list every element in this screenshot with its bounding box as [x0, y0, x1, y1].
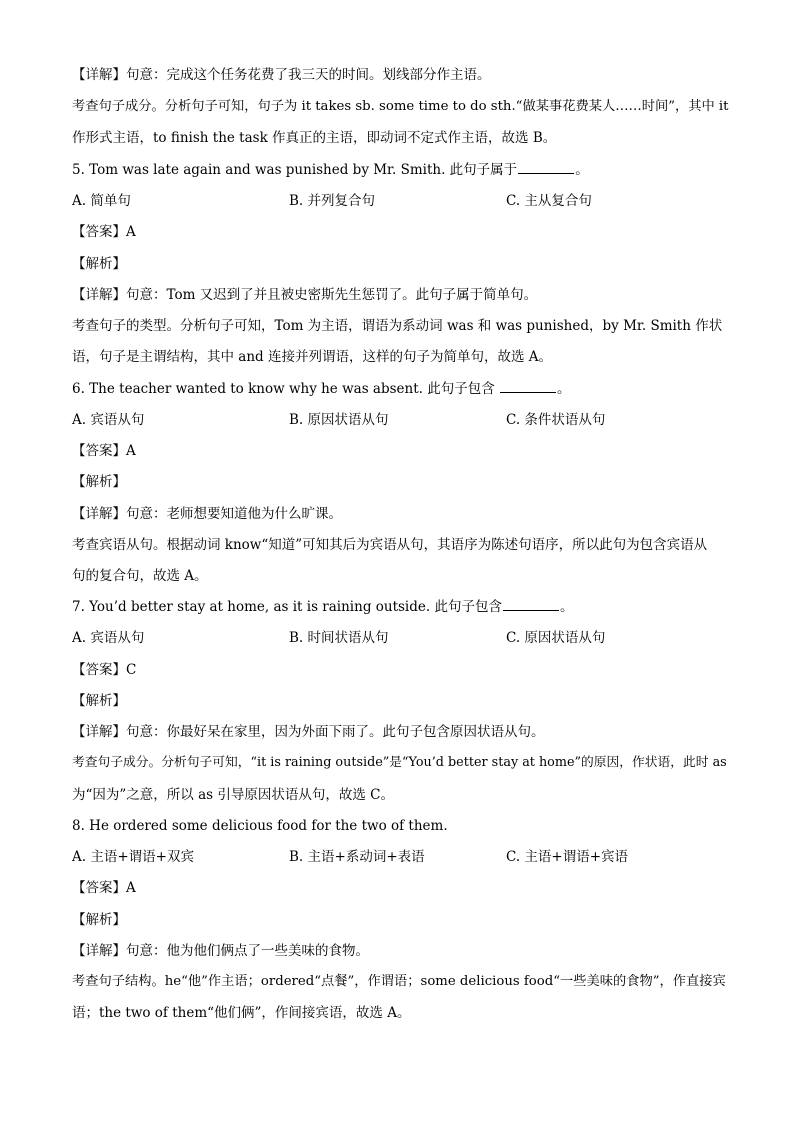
answer-blank [518, 161, 574, 174]
option-a: A. 宾语从句 [72, 630, 145, 646]
option-b: B. 原因状语从句 [289, 412, 389, 428]
option-a: A. 主语+谓语+双宾 [72, 849, 194, 865]
question-text: 6. The teacher wanted to know why he was absent. 此句子包含 [72, 381, 500, 397]
option-c: C. 原因状语从句 [506, 630, 606, 646]
explanation-line: 【详解】句意：Tom 又迟到了并且被史密斯先生惩罚了。此句子属于简单句。 [72, 287, 538, 303]
question-text: 7. You’d better stay at home, as it is raining outside. 此句子包含 [72, 599, 502, 615]
option-c: C. 主从复合句 [506, 193, 592, 209]
explanation-line: 【详解】句意：完成这个任务花费了我三天的时间。划线部分作主语。 [72, 67, 491, 83]
analysis-heading: 【解析】 [72, 256, 126, 272]
analysis-line: 为“因为”之意，所以 as 引导原因状语从句，故选 C。 [72, 787, 394, 803]
answer-line: 【答案】A [72, 443, 136, 459]
question-end: 。 [575, 162, 589, 178]
option-b: B. 时间状语从句 [289, 630, 389, 646]
analysis-line: 考查句子结构。he“他”作主语；ordered“点餐”，作谓语；some delicious food“一些美味的食物”，作直接宾 [72, 974, 726, 989]
question-7 [72, 598, 732, 616]
answer-line: 【答案】A [72, 224, 136, 240]
question-6 [72, 380, 732, 398]
explanation-line: 【详解】句意：老师想要知道他为什么旷课。 [72, 506, 342, 522]
analysis-line: 句的复合句，故选 A。 [72, 568, 208, 584]
option-a: A. 宾语从句 [72, 412, 145, 428]
explanation-line: 【详解】句意：他为他们俩点了一些美味的食物。 [72, 943, 369, 959]
question-8: 8. He ordered some delicious food for the two of them. [72, 818, 448, 834]
answer-blank [500, 380, 556, 393]
analysis-line: 考查句子的类型。分析句子可知，Tom 为主语，谓语为系动词 was 和 was punished，by Mr. Smith 作状 [72, 318, 723, 334]
answer-line: 【答案】C [72, 662, 137, 678]
question-text: 5. Tom was late again and was punished by Mr. Smith. 此句子属于 [72, 162, 518, 178]
answer-line: 【答案】A [72, 880, 136, 896]
question-5 [72, 161, 732, 179]
analysis-line: 作形式主语，to finish the task 作真正的主语，即动词不定式作主语，故选 B。 [72, 130, 557, 146]
analysis-line: 考查句子成分。分析句子可知，句子为 it takes sb. some time to do sth.“做某事花费某人……时间”，其中 it [72, 99, 729, 114]
option-c: C. 主语+谓语+宾语 [506, 849, 629, 865]
analysis-heading: 【解析】 [72, 474, 126, 490]
analysis-line: 语；the two of them“他们俩”，作间接宾语，故选 A。 [72, 1005, 411, 1021]
analysis-heading: 【解析】 [72, 912, 126, 928]
explanation-line: 【详解】句意：你最好呆在家里，因为外面下雨了。此句子包含原因状语从句。 [72, 724, 545, 740]
option-b: B. 并列复合句 [289, 193, 376, 209]
question-end: 。 [557, 381, 571, 397]
option-c: C. 条件状语从句 [506, 412, 606, 428]
analysis-line: 考查宾语从句。根据动词 know“知道”可知其后为宾语从句，其语序为陈述句语序，所以此句为包含宾语从 [72, 537, 708, 553]
analysis-line: 语，句子是主谓结构，其中 and 连接并列谓语，这样的句子为简单句，故选 A。 [72, 349, 553, 365]
question-end: 。 [559, 599, 574, 615]
option-b: B. 主语+系动词+表语 [289, 849, 425, 865]
option-a: A. 简单句 [72, 193, 131, 209]
analysis-heading: 【解析】 [72, 693, 126, 709]
answer-blank [503, 598, 559, 611]
analysis-line: 考查句子成分。分析句子可知，“it is raining outside”是“You’d better stay at home”的原因，作状语，此时 as [72, 755, 727, 770]
